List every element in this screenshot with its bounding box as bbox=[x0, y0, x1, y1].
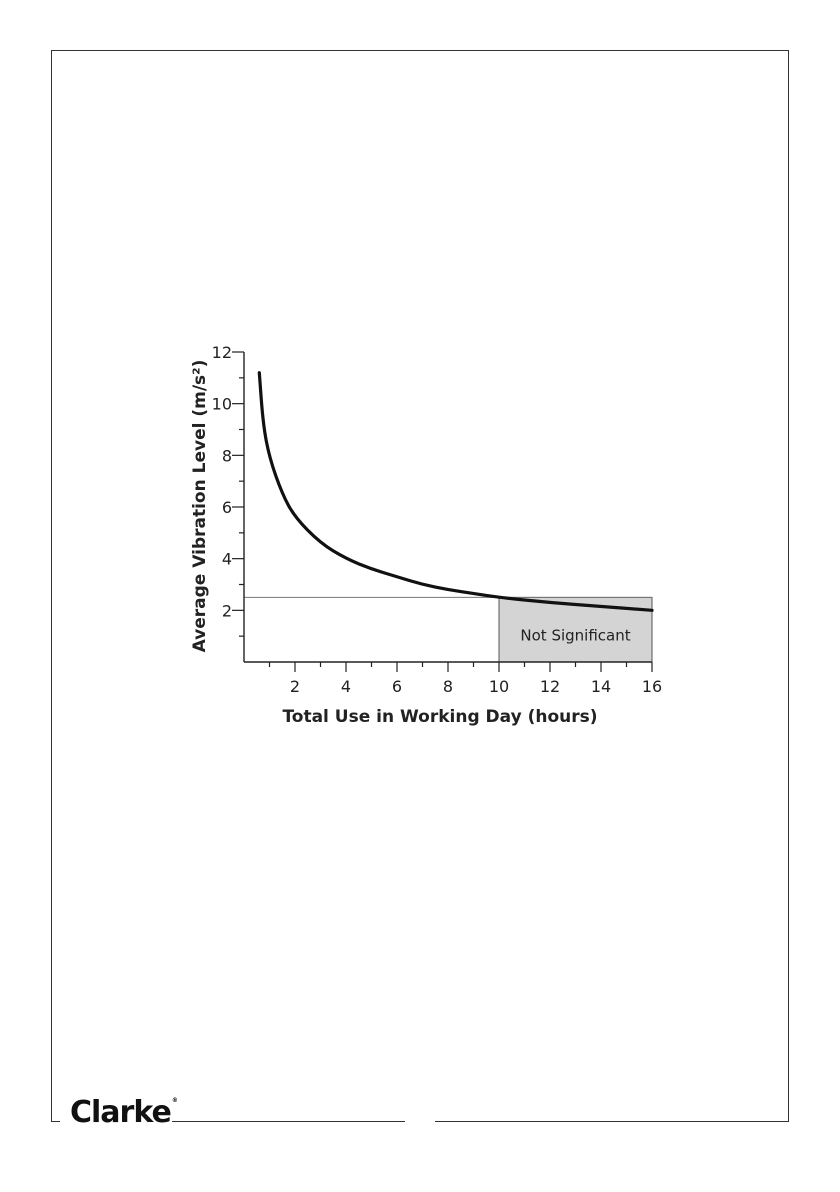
y-tick-label: 4 bbox=[221, 549, 232, 569]
x-axis-label: Total Use in Working Day (hours) bbox=[282, 707, 598, 727]
y-axis-label: Average Vibration Level (m/s²) bbox=[190, 359, 210, 653]
region-label: Not Significant bbox=[520, 626, 631, 645]
x-tick-label: 12 bbox=[539, 677, 561, 696]
x-tick-label: 4 bbox=[340, 677, 352, 696]
registered-mark: ® bbox=[171, 1097, 177, 1104]
y-tick-label: 2 bbox=[221, 601, 232, 621]
vibration-chart bbox=[150, 330, 670, 730]
plot-layer bbox=[212, 343, 663, 696]
clarke-logo bbox=[70, 1095, 177, 1130]
x-tick-label: 6 bbox=[391, 677, 403, 696]
x-tick-label: 10 bbox=[488, 677, 510, 696]
x-tick-label: 2 bbox=[289, 677, 301, 696]
logo-text: Clarke bbox=[70, 1095, 171, 1130]
vibration-curve bbox=[259, 373, 652, 611]
x-tick-label: 16 bbox=[641, 677, 663, 696]
y-tick-label: 8 bbox=[221, 446, 232, 466]
y-tick-label: 6 bbox=[221, 498, 232, 517]
x-tick-label: 8 bbox=[442, 677, 454, 696]
y-tick-label: 12 bbox=[211, 343, 232, 362]
x-tick-label: 14 bbox=[590, 677, 612, 696]
y-tick-label: 10 bbox=[211, 394, 232, 414]
footer-line-gap bbox=[405, 1118, 435, 1126]
